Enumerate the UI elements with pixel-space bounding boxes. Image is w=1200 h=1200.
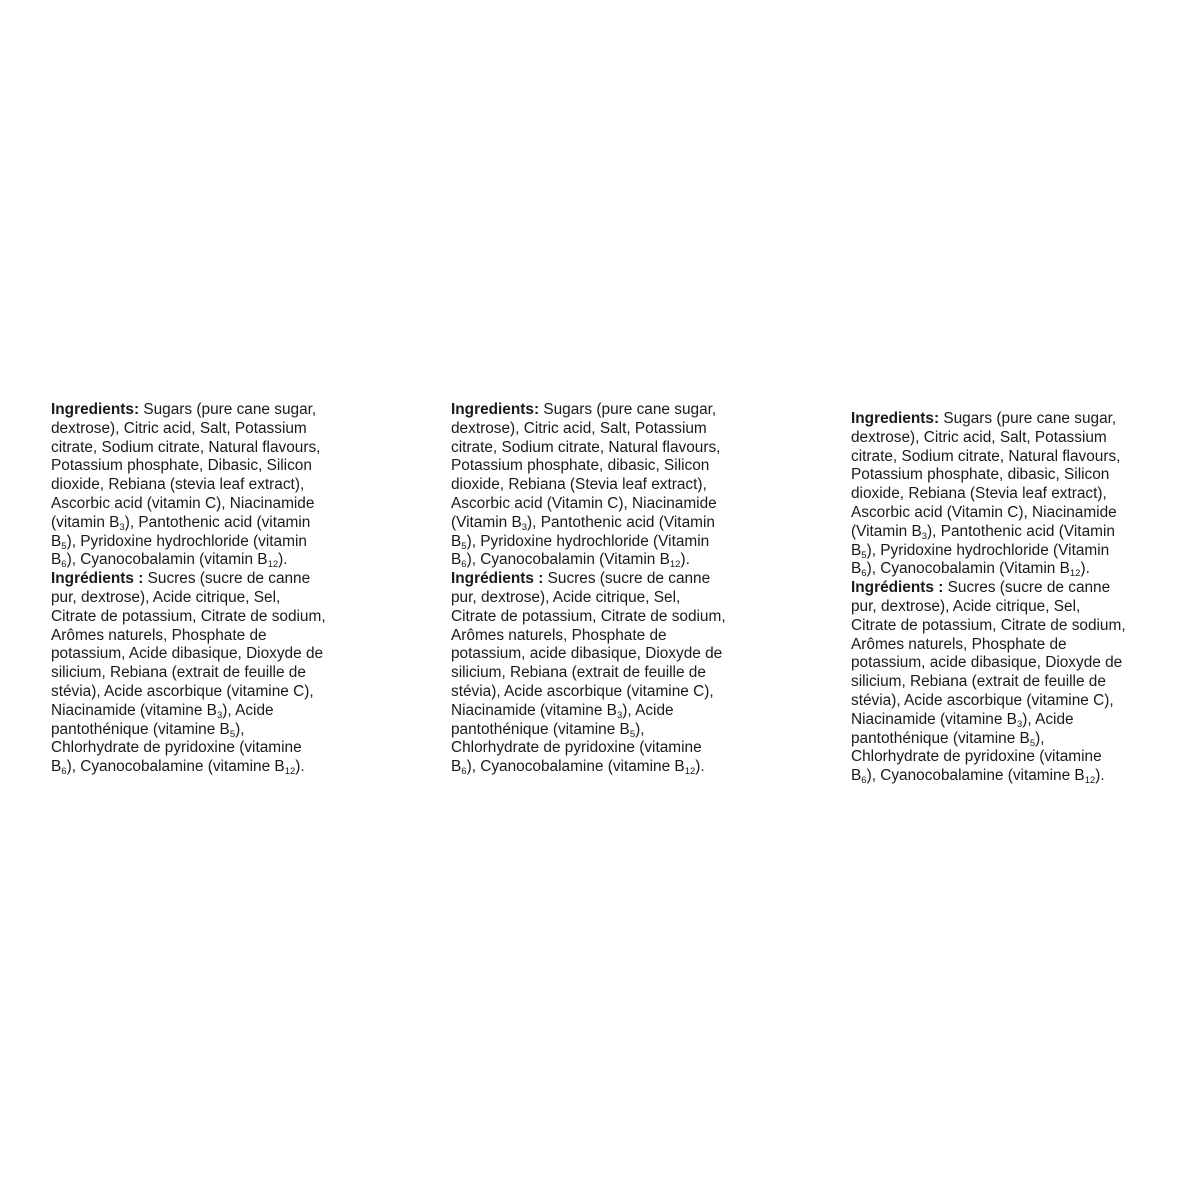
vitamin-subscript: 6 <box>861 775 867 787</box>
ingredient-text: Ascorbic acid (vitamin C), Niacinamide <box>51 494 315 512</box>
ingredients-heading: Ingrédients : <box>851 579 944 597</box>
ingredient-line <box>51 702 361 721</box>
ingredient-line <box>851 542 1161 561</box>
ingredients-panel-2 <box>451 401 761 777</box>
ingredient-text: Niacinamide (vitamine B <box>851 710 1017 728</box>
ingredient-text: ), Cyanocobalamin (Vitamin B <box>466 551 670 569</box>
ingredient-line <box>451 608 761 627</box>
ingredient-text: Chlorhydrate de pyridoxine (vitamine <box>851 748 1102 766</box>
vitamin-subscript: 3 <box>216 709 223 721</box>
ingredient-text: Sugars (pure cane sugar, <box>139 401 317 418</box>
ingredient-line <box>451 439 761 458</box>
ingredient-text: Niacinamide (vitamine B <box>51 701 217 719</box>
ingredient-line <box>51 495 361 514</box>
vitamin-subscript: 3 <box>616 709 623 721</box>
ingredient-line <box>451 457 761 476</box>
ingredient-text: Niacinamide (vitamine B <box>451 701 617 719</box>
ingredient-text: ), Pantothenic acid (Vitamin <box>527 513 715 531</box>
ingredient-text: Chlorhydrate de pyridoxine (vitamine <box>51 739 302 757</box>
ingredient-line <box>451 495 761 514</box>
ingredient-text: B <box>51 758 62 776</box>
ingredient-text: potassium, acide dibasique, Dioxyde de <box>451 645 723 663</box>
ingredient-text: Potassium phosphate, Dibasic, Silicon <box>51 457 312 475</box>
ingredient-line <box>851 523 1161 542</box>
ingredients-heading: Ingrédients : <box>51 570 144 588</box>
ingredient-line <box>851 598 1161 617</box>
ingredient-line <box>851 692 1161 711</box>
ingredient-line <box>451 702 761 721</box>
ingredient-line <box>851 767 1161 786</box>
ingredient-line <box>451 664 761 683</box>
ingredient-text: ), Acide <box>222 701 274 719</box>
ingredient-line <box>451 683 761 702</box>
ingredient-line <box>851 617 1161 636</box>
vitamin-subscript: 12 <box>267 559 279 571</box>
ingredient-text: Chlorhydrate de pyridoxine (vitamine <box>451 739 702 757</box>
ingredient-text: stévia), Acide ascorbique (vitamine C), <box>51 682 314 700</box>
ingredient-text: B <box>851 541 862 559</box>
ingredient-line <box>51 758 361 777</box>
ingredient-line <box>51 401 361 420</box>
ingredient-line <box>51 589 361 608</box>
ingredient-text: pantothénique (vitamine B <box>851 729 1030 747</box>
ingredient-line <box>51 627 361 646</box>
ingredient-line <box>451 476 761 495</box>
ingredient-line <box>51 739 361 758</box>
ingredient-text: B <box>51 551 62 569</box>
ingredient-text: ), Cyanocobalamin (Vitamin B <box>866 560 1070 578</box>
ingredient-line <box>51 533 361 552</box>
vitamin-subscript: 6 <box>61 766 67 778</box>
ingredients-heading: Ingredients: <box>451 401 540 418</box>
ingredients-heading: Ingrédients : <box>451 570 544 588</box>
vitamin-subscript: 3 <box>921 530 928 542</box>
ingredient-line <box>51 457 361 476</box>
ingredient-text: Sugars (pure cane sugar, <box>939 410 1117 427</box>
ingredient-line <box>851 504 1161 523</box>
ingredient-line <box>451 739 761 758</box>
ingredient-text: potassium, acide dibasique, Dioxyde de <box>851 654 1123 672</box>
ingredient-line <box>451 401 761 420</box>
ingredient-text: ), Pyridoxine hydrochloride (vitamin <box>66 532 307 550</box>
ingredient-text: B <box>451 532 462 550</box>
vitamin-subscript: 3 <box>119 521 125 533</box>
ingredient-line <box>451 758 761 777</box>
ingredient-text: silicium, Rebiana (extrait de feuille de <box>51 664 306 682</box>
ingredient-text: ). <box>1080 560 1090 578</box>
ingredient-line <box>451 627 761 646</box>
ingredient-text: Potassium phosphate, dibasic, Silicon <box>851 466 1110 484</box>
ingredient-text: pur, dextrose), Acide citrique, Sel, <box>851 597 1081 615</box>
ingredient-text: ), Cyanocobalamine (vitamine B <box>466 758 685 776</box>
vitamin-subscript: 6 <box>861 568 867 580</box>
ingredient-text: Arômes naturels, Phosphate de <box>51 626 267 644</box>
ingredient-line <box>51 721 361 740</box>
ingredient-line <box>851 448 1161 467</box>
vitamin-subscript: 5 <box>629 728 636 740</box>
ingredient-line <box>451 645 761 664</box>
vitamin-subscript: 5 <box>1029 737 1036 749</box>
ingredient-text: ). <box>680 551 690 569</box>
ingredient-line <box>51 570 361 589</box>
ingredient-text: citrate, Sodium citrate, Natural flavours, <box>51 438 321 456</box>
ingredient-text: Sucres (sucre de canne <box>943 579 1111 597</box>
ingredient-text: ). <box>1095 767 1105 785</box>
ingredient-line <box>851 654 1161 673</box>
ingredient-text: ), Pyridoxine hydrochloride (Vitamin <box>866 541 1110 559</box>
ingredient-text: dioxide, Rebiana (stevia leaf extract), <box>51 476 305 494</box>
ingredient-line <box>51 608 361 627</box>
ingredient-line <box>451 420 761 439</box>
ingredient-text: pur, dextrose), Acide citrique, Sel, <box>451 588 681 606</box>
ingredient-text: pur, dextrose), Acide citrique, Sel, <box>51 588 281 606</box>
vitamin-subscript: 12 <box>284 766 296 778</box>
ingredient-text: dextrose), Citric acid, Salt, Potassium <box>851 428 1107 446</box>
ingredient-line <box>51 551 361 570</box>
vitamin-subscript: 5 <box>61 540 67 552</box>
ingredient-text: citrate, Sodium citrate, Natural flavours, <box>851 447 1121 465</box>
ingredient-text: ). <box>695 758 705 776</box>
ingredient-text: stévia), Acide ascorbique (vitamine C), <box>451 682 714 700</box>
ingredient-text: pantothénique (vitamine B <box>51 720 230 738</box>
ingredient-text: (Vitamin B <box>851 522 922 540</box>
ingredient-text: Sugars (pure cane sugar, <box>539 401 717 418</box>
ingredient-text: ), Cyanocobalamine (vitamine B <box>66 758 285 776</box>
ingredient-text: potassium, Acide dibasique, Dioxyde de <box>51 645 324 663</box>
ingredient-line <box>851 748 1161 767</box>
ingredient-text: Ascorbic acid (Vitamin C), Niacinamide <box>851 503 1117 521</box>
ingredients-heading: Ingredients: <box>851 410 940 427</box>
vitamin-subscript: 5 <box>461 540 467 552</box>
ingredient-text: B <box>451 758 462 776</box>
ingredient-text: Arômes naturels, Phosphate de <box>451 626 667 644</box>
ingredient-line <box>851 429 1161 448</box>
ingredient-text: (Vitamin B <box>451 513 522 531</box>
ingredient-line <box>851 485 1161 504</box>
vitamin-subscript: 6 <box>461 559 467 571</box>
ingredients-panel-1 <box>51 401 361 777</box>
ingredient-line <box>51 683 361 702</box>
vitamin-subscript: 3 <box>1016 718 1023 730</box>
ingredient-text: pantothénique (vitamine B <box>451 720 630 738</box>
ingredient-line <box>851 560 1161 579</box>
ingredient-text: ), <box>235 720 245 738</box>
ingredient-text: ), <box>635 720 645 738</box>
ingredient-text: dioxide, Rebiana (Stevia leaf extract), <box>451 476 707 494</box>
ingredient-line <box>51 664 361 683</box>
ingredient-text: silicium, Rebiana (extrait de feuille de <box>851 673 1106 691</box>
ingredient-line <box>851 711 1161 730</box>
ingredient-line <box>451 589 761 608</box>
ingredient-text: ). <box>295 758 305 776</box>
ingredient-text: B <box>451 551 462 569</box>
vitamin-subscript: 12 <box>1069 568 1081 580</box>
ingredient-line <box>451 551 761 570</box>
ingredient-text: ), Cyanocobalamine (vitamine B <box>866 767 1085 785</box>
ingredient-text: ), Acide <box>1022 710 1074 728</box>
ingredient-text: citrate, Sodium citrate, Natural flavours, <box>451 438 721 456</box>
ingredient-text: Sucres (sucre de canne <box>143 570 311 588</box>
ingredient-text: ), <box>1035 729 1045 747</box>
ingredient-text: Ascorbic acid (Vitamin C), Niacinamide <box>451 494 717 512</box>
vitamin-subscript: 12 <box>669 559 681 571</box>
ingredient-line <box>851 579 1161 598</box>
ingredient-line <box>851 730 1161 749</box>
ingredient-text: ), Pantothenic acid (Vitamin <box>927 522 1115 540</box>
ingredient-text: stévia), Acide ascorbique (vitamine C), <box>851 691 1114 709</box>
vitamin-subscript: 6 <box>61 559 67 571</box>
ingredient-line <box>851 410 1161 429</box>
ingredient-text: ), Pantothenic acid (vitamin <box>124 513 311 531</box>
ingredient-text: silicium, Rebiana (extrait de feuille de <box>451 664 706 682</box>
ingredient-text: B <box>851 767 862 785</box>
ingredients-panel-3 <box>851 410 1161 786</box>
ingredient-text: ), Pyridoxine hydrochloride (Vitamin <box>466 532 710 550</box>
ingredient-line <box>51 514 361 533</box>
vitamin-subscript: 6 <box>461 766 467 778</box>
ingredient-line <box>51 645 361 664</box>
ingredient-line <box>51 420 361 439</box>
ingredient-text: ), Cyanocobalamin (vitamin B <box>66 551 268 569</box>
ingredient-line <box>451 533 761 552</box>
ingredient-text: Sucres (sucre de canne <box>543 570 711 588</box>
ingredient-text: Citrate de potassium, Citrate de sodium, <box>851 616 1126 634</box>
vitamin-subscript: 12 <box>684 766 696 778</box>
ingredient-text: Citrate de potassium, Citrate de sodium, <box>451 607 726 625</box>
vitamin-subscript: 3 <box>521 521 528 533</box>
ingredient-text: dextrose), Citric acid, Salt, Potassium <box>451 419 707 437</box>
ingredients-heading: Ingredients: <box>51 401 140 418</box>
ingredient-line <box>451 570 761 589</box>
ingredient-line <box>451 514 761 533</box>
ingredient-text: Arômes naturels, Phosphate de <box>851 635 1067 653</box>
ingredient-text: dextrose), Citric acid, Salt, Potassium <box>51 419 307 437</box>
ingredient-line <box>851 673 1161 692</box>
ingredient-text: dioxide, Rebiana (Stevia leaf extract), <box>851 485 1107 503</box>
ingredient-line <box>51 476 361 495</box>
ingredient-text: ), Acide <box>622 701 674 719</box>
vitamin-subscript: 5 <box>861 549 867 561</box>
ingredient-text: Citrate de potassium, Citrate de sodium, <box>51 607 326 625</box>
ingredient-text: (vitamin B <box>51 513 120 531</box>
ingredient-line <box>451 721 761 740</box>
ingredient-text: ). <box>278 551 288 569</box>
vitamin-subscript: 5 <box>229 728 236 740</box>
vitamin-subscript: 12 <box>1084 775 1096 787</box>
ingredient-line <box>51 439 361 458</box>
ingredient-text: Potassium phosphate, dibasic, Silicon <box>451 457 710 475</box>
ingredient-text: B <box>51 532 62 550</box>
ingredient-text: B <box>851 560 862 578</box>
ingredient-line <box>851 636 1161 655</box>
ingredient-line <box>851 466 1161 485</box>
